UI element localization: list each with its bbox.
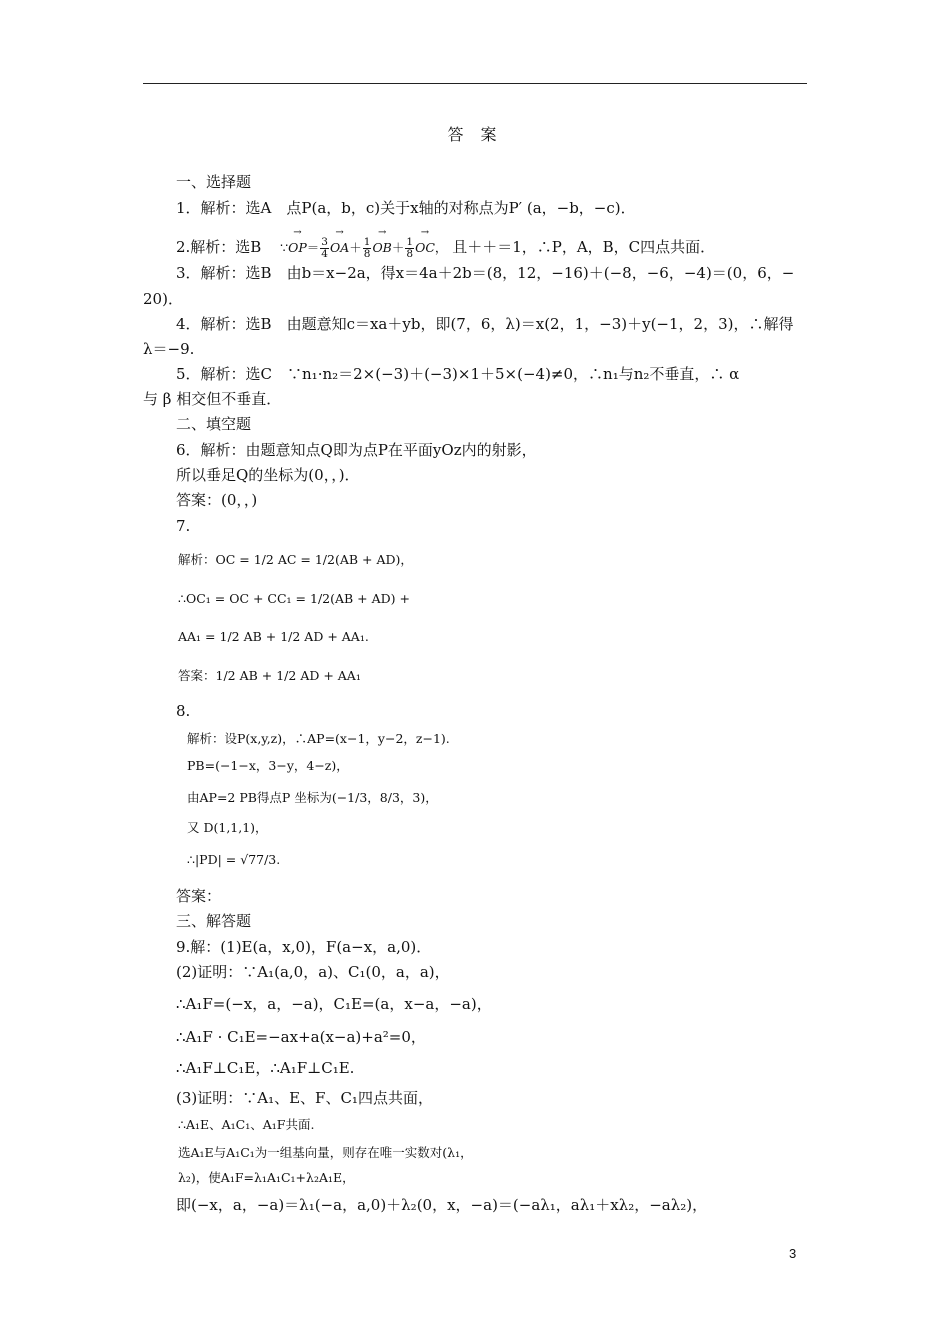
- answer-q9-part3-intro: (3)证明：∵A₁、E、F、C₁四点共面，: [176, 1089, 433, 1107]
- answer-q5-line2: 与 β 相交但不垂直．: [143, 390, 282, 408]
- answer-q6-line2: 所以垂足Q的坐标为(0，，)．: [176, 466, 360, 484]
- section-heading-choice: 一、选择题: [176, 173, 252, 191]
- answer-q9-part3-coplanar: ∴A₁E、A₁C₁、A₁F共面.: [178, 1117, 315, 1132]
- section-heading-fill: 二、填空题: [176, 415, 252, 433]
- answer-q5-line1: 5．解析：选C ∵n₁·n₂＝2×(−3)＋(−3)×1＋5×(−4)≠0，∴n₁与n₂不垂直，∴ α: [176, 365, 740, 383]
- answer-q2-formula: ∵→ OP＝ $\frac{3}{4}$ → OA＋ $\frac{1}{8}$ → OB＋ $\frac{1}{8}$ → OC，: [280, 240, 447, 255]
- header-rule: [143, 83, 807, 84]
- page-number: 3: [789, 1246, 797, 1261]
- answer-q4-line2: λ＝−9.: [143, 340, 195, 358]
- answer-q8-solution-3: 由AP=2 PB得点P 坐标为(−1/3，8/3，3)，: [187, 790, 438, 805]
- answer-q3-line2: 20)．: [143, 290, 183, 308]
- answer-q7-solution-2: ∴OC₁ = OC + CC₁ = 1/2(AB + AD) +: [178, 591, 410, 606]
- answer-q8-solution-5: ∴|PD| = √77/3.: [187, 852, 281, 867]
- answer-q9-part3-lambda: λ₂)，使A₁F=λ₁A₁C₁+λ₂A₁E，: [178, 1170, 355, 1185]
- answer-q7-solution-3: AA₁ = 1/2 AB + 1/2 AD + AA₁.: [178, 629, 369, 644]
- answer-q4-line1: 4．解析：选B 由题意知c＝xa＋yb，即(7，6，λ)＝x(2，1，−3)＋y(−1，2，3)，∴解得: [176, 315, 794, 333]
- answer-q2: [176, 237, 715, 260]
- answer-q9-part2-vectors: ∴A₁F=(−x，a，−a)，C₁E=(a，x−a，−a)，: [176, 995, 492, 1013]
- answer-q3-line1: 3．解析：选B 由b＝x−2a，得x＝4a＋2b＝(8，12，−16)＋(−8，−6，−4)＝(0，6，−: [176, 264, 795, 282]
- answer-q8-solution-4: 又 D(1,1,1)，: [187, 820, 268, 835]
- answer-q6-answer: 答案：(0，，): [176, 491, 258, 509]
- answer-q1: 1．解析：选A 点P(a，b，c)关于x轴的对称点为P′ (a，−b，−c)．: [176, 199, 636, 217]
- answer-q8-number: 8.: [176, 702, 191, 720]
- answer-q9-part1: 9.解：(1)E(a，x,0)，F(a−x，a,0)．: [176, 938, 432, 956]
- section-heading-solve: 三、解答题: [176, 912, 252, 930]
- answer-q2-label: 2.解析：选B: [176, 238, 262, 256]
- answer-q7-answer: 答案：1/2 AB + 1/2 AD + AA₁: [178, 668, 361, 683]
- answer-q9-part2-dot: ∴A₁F · C₁E=−ax+a(x−a)+a²=0，: [176, 1028, 426, 1046]
- answer-q7-number: 7.: [176, 517, 191, 535]
- page-title: 答 案: [447, 125, 503, 144]
- answer-q8-answer: 答案：: [176, 887, 222, 905]
- answer-q8-solution-1: 解析：设P(x,y,z)，∴AP=(x−1，y−2，z−1).: [187, 731, 450, 746]
- answer-q7-solution-1: 解析：OC = 1/2 AC = 1/2(AB + AD)，: [178, 552, 413, 567]
- answer-q8-solution-2: PB=(−1−x，3−y，4−z)，: [187, 758, 349, 773]
- answer-q9-part2-intro: (2)证明：∵A₁(a,0，a)、C₁(0，a，a)，: [176, 963, 450, 981]
- answer-q2-conclusion: 且＋＋＝1，∴P，A，B，C四点共面．: [452, 238, 716, 256]
- answer-q6-line1: 6．解析：由题意知点Q即为点P在平面yOz内的射影，: [176, 441, 537, 459]
- answer-q9-part3-basis: 选A₁E与A₁C₁为一组基向量，则存在唯一实数对(λ₁，: [178, 1145, 473, 1160]
- answer-q9-part3-equation: 即(−x，a，−a)＝λ₁(−a，a,0)＋λ₂(0，x，−a)＝(−aλ₁，aλ₁＋xλ₂，−aλ₂)，: [176, 1196, 708, 1214]
- answer-q9-part2-conclusion: ∴A₁F⊥C₁E，∴A₁F⊥C₁E.: [176, 1059, 355, 1077]
